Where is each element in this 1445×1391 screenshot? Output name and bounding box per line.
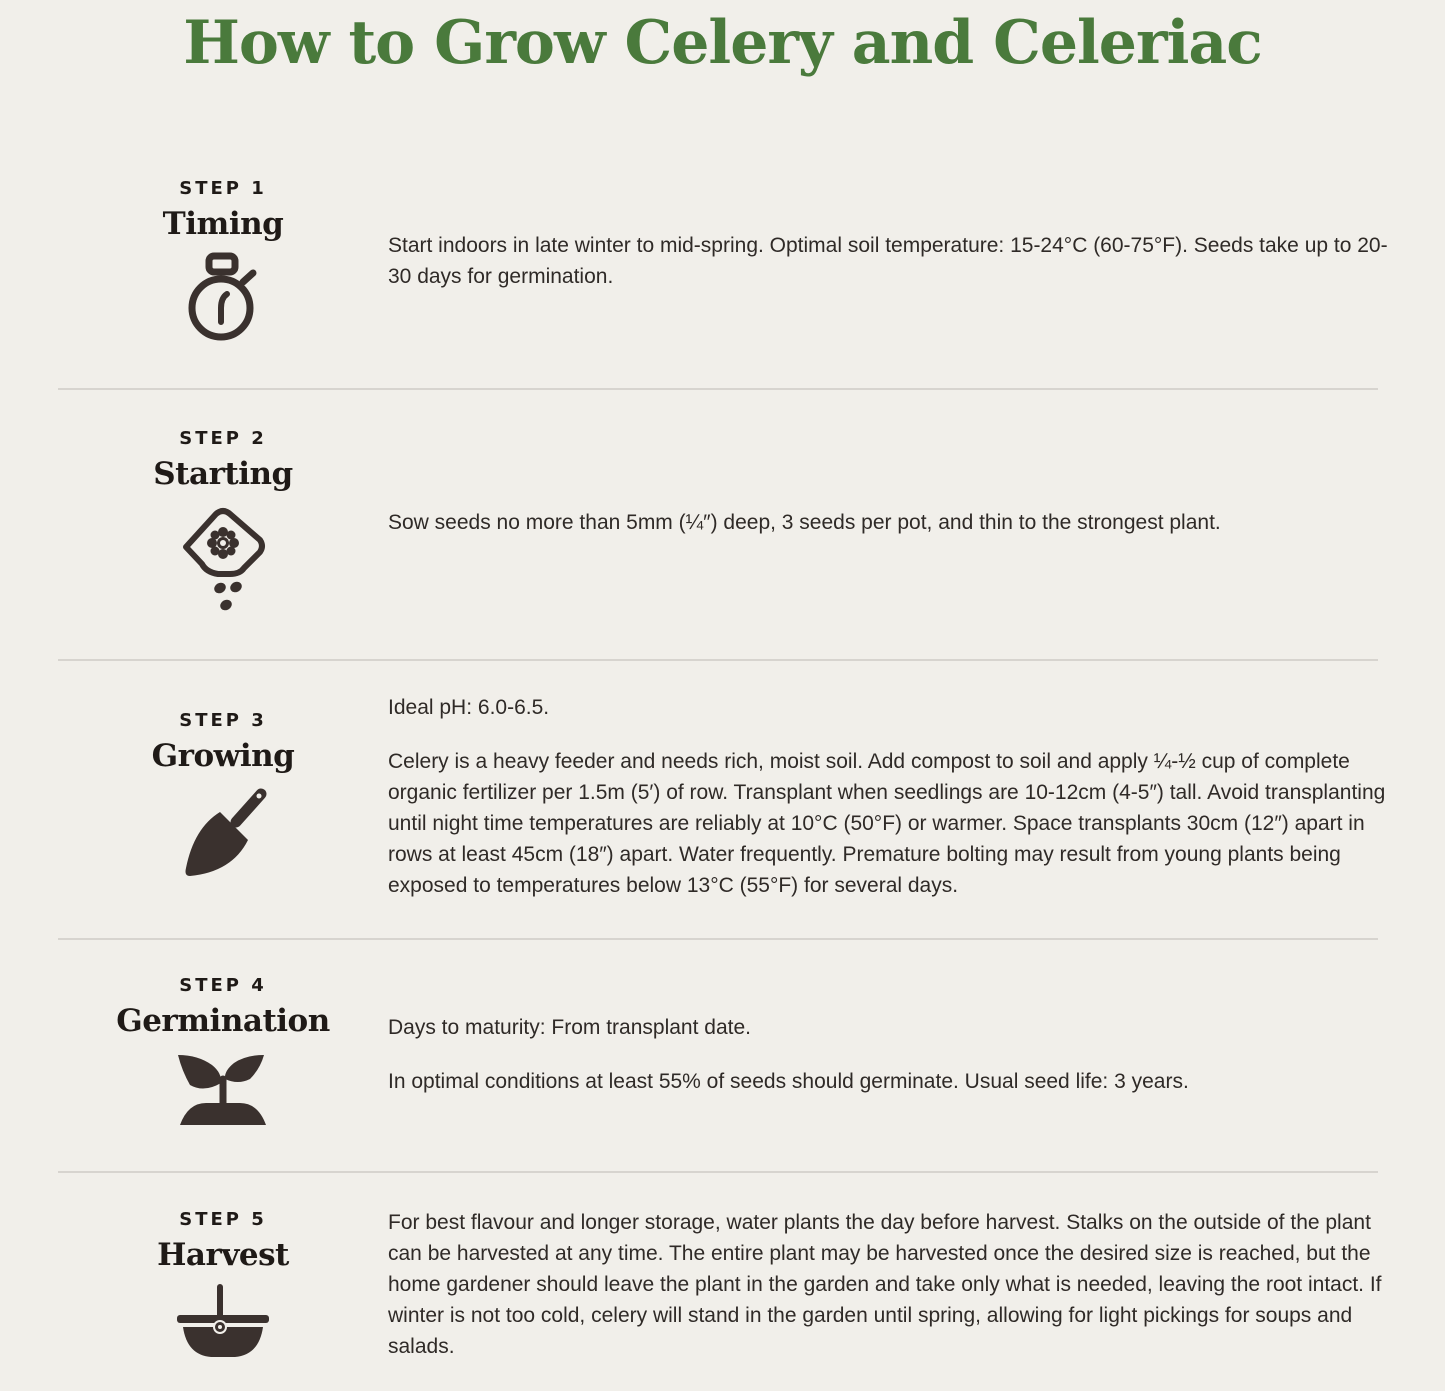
step-text bbox=[388, 1207, 1388, 1362]
step-growing bbox=[58, 692, 1386, 927]
step-timing bbox=[58, 175, 1388, 375]
step-paragraph: Days to maturity: From transplant date. bbox=[388, 1016, 751, 1039]
step-title: Harvest bbox=[157, 1237, 289, 1273]
step-label: STEP 5 bbox=[179, 1209, 267, 1230]
divider bbox=[58, 388, 1378, 390]
step-title: Starting bbox=[153, 456, 293, 492]
step-harvest bbox=[58, 1207, 1382, 1387]
step-header bbox=[58, 975, 388, 1129]
step-text bbox=[388, 230, 1388, 292]
step-starting bbox=[58, 425, 1378, 645]
step-header bbox=[58, 1209, 388, 1363]
basket-icon bbox=[173, 1283, 273, 1363]
step-paragraph: Start indoors in late winter to mid-spring. Optimal soil temperature: 15-24°C (60-75°F). Seeds take up to 20-30 days for germination. bbox=[388, 234, 1388, 288]
divider bbox=[58, 1171, 1378, 1173]
step-text bbox=[388, 1012, 1388, 1097]
divider bbox=[58, 938, 1378, 940]
step-paragraph: For best flavour and longer storage, water plants the day before harvest. Stalks on the outside of the plant can be harvested at any time. The entire plant may be harvested once the desired size is reached, but the home gardener should leave the plant in the garden and take only what is needed, leaving the root intact. If winter is not too cold, celery will stand in the garden until spring, allowing for light pickings for soups and salads. bbox=[388, 1211, 1382, 1358]
step-title: Timing bbox=[162, 206, 284, 242]
step-title: Growing bbox=[151, 738, 295, 774]
step-germination bbox=[58, 972, 1378, 1162]
step-paragraph: In optimal conditions at least 55% of seeds should germinate. Usual seed life: 3 years. bbox=[388, 1070, 1189, 1093]
seed-packet-icon bbox=[178, 502, 268, 617]
stopwatch-icon bbox=[183, 252, 263, 344]
sprout-icon bbox=[176, 1049, 271, 1129]
step-text bbox=[388, 692, 1388, 901]
step-header bbox=[58, 710, 388, 884]
page-title: How to Grow Celery and Celeriac bbox=[183, 8, 1262, 78]
step-title: Germination bbox=[116, 1003, 330, 1039]
step-label: STEP 4 bbox=[179, 975, 267, 996]
step-label: STEP 2 bbox=[179, 428, 267, 449]
step-paragraph: Celery is a heavy feeder and needs rich, moist soil. Add compost to soil and apply ¼-½ cup of complete organic fertilizer per 1.5m (5′) of row. Transplant when seedlings are 10-12cm (4-5″) tall. Avoid transplanting until night time temperatures are reliably at 10°C (50°F) or warmer. Space transplants 30cm (12″) apart in rows at least 45cm (18″) apart. Water frequently. Premature bolting may result from young plants being exposed to temperatures below 13°C (55°F) for several days. bbox=[388, 750, 1386, 897]
step-header bbox=[58, 428, 388, 617]
step-label: STEP 1 bbox=[179, 178, 267, 199]
trowel-icon bbox=[176, 784, 271, 884]
divider bbox=[58, 659, 1378, 661]
step-text bbox=[388, 507, 1388, 538]
step-label: STEP 3 bbox=[179, 710, 267, 731]
step-paragraph: Ideal pH: 6.0-6.5. bbox=[388, 696, 550, 719]
step-header bbox=[58, 178, 388, 344]
step-paragraph: Sow seeds no more than 5mm (¼″) deep, 3 seeds per pot, and thin to the strongest plant. bbox=[388, 511, 1221, 534]
